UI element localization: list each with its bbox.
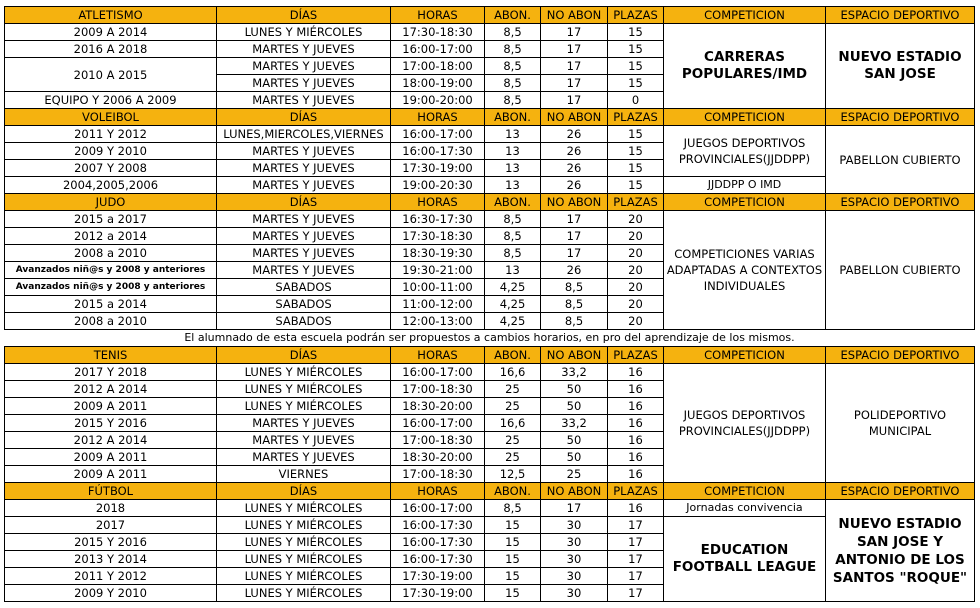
hours-cell: 18:30-19:30 [391,245,485,262]
abon-header: ABON. [485,7,541,24]
no-abon-cell: 33,2 [541,415,608,432]
plazas-header: PLAZAS [608,7,664,24]
note-row [5,330,975,347]
no-abon-header: NO ABON [541,7,608,24]
no-abon-cell: 25 [541,466,608,483]
days-cell: MARTES Y JUEVES [217,41,391,58]
days-header: DÍAS [217,347,391,364]
days-cell: LUNES Y MIÉRCOLES [217,534,391,551]
year-cell: 2010 A 2015 [5,58,217,92]
sport-header: VOLEIBOL [5,109,217,126]
hours-cell: 18:00-19:00 [391,75,485,92]
no-abon-cell: 30 [541,585,608,602]
hours-header: HORAS [391,194,485,211]
abon-cell: 13 [485,262,541,279]
no-abon-header: NO ABON [541,483,608,500]
abon-cell: 15 [485,568,541,585]
days-header: DÍAS [217,7,391,24]
hours-cell: 17:00-18:30 [391,466,485,483]
table-row [5,211,975,228]
days-cell: LUNES Y MIÉRCOLES [217,551,391,568]
no-abon-cell: 26 [541,126,608,143]
plazas-cell: 16 [608,449,664,466]
no-abon-cell: 30 [541,534,608,551]
hours-cell: 16:00-17:00 [391,41,485,58]
competicion-header: COMPETICION [664,7,826,24]
days-cell: MARTES Y JUEVES [217,177,391,194]
espacio-cell: NUEVO ESTADIO SAN JOSE [826,24,975,109]
days-cell: LUNES Y MIÉRCOLES [217,381,391,398]
year-cell: 2009 A 2011 [5,398,217,415]
plazas-cell: 15 [608,24,664,41]
table-row [5,500,975,517]
hours-cell: 16:00-17:00 [391,500,485,517]
competicion-cell: EDUCATION FOOTBALL LEAGUE [664,517,826,602]
hours-cell: 16:00-17:30 [391,517,485,534]
espacio-header: ESPACIO DEPORTIVO [826,7,975,24]
judo-header-row [5,194,975,211]
days-cell: LUNES Y MIÉRCOLES [217,517,391,534]
competicion-header: COMPETICION [664,109,826,126]
days-cell: LUNES Y MIÉRCOLES [217,500,391,517]
hours-cell: 17:30-19:00 [391,160,485,177]
no-abon-cell: 17 [541,92,608,109]
days-cell: MARTES Y JUEVES [217,228,391,245]
year-cell: 2008 a 2010 [5,245,217,262]
plazas-cell: 0 [608,92,664,109]
year-cell: 2009 Y 2010 [5,585,217,602]
hours-cell: 17:30-19:00 [391,568,485,585]
no-abon-cell: 17 [541,500,608,517]
plazas-cell: 15 [608,41,664,58]
abon-header: ABON. [485,483,541,500]
abon-cell: 8,5 [485,211,541,228]
year-cell: 2015 Y 2016 [5,534,217,551]
plazas-cell: 20 [608,211,664,228]
plazas-cell: 15 [608,143,664,160]
abon-cell: 4,25 [485,279,541,296]
no-abon-header: NO ABON [541,347,608,364]
days-cell: LUNES Y MIÉRCOLES [217,398,391,415]
days-cell: LUNES Y MIÉRCOLES [217,585,391,602]
days-cell: MARTES Y JUEVES [217,58,391,75]
year-cell: 2008 a 2010 [5,313,217,330]
days-cell: LUNES Y MIÉRCOLES [217,364,391,381]
hours-cell: 16:00-17:00 [391,415,485,432]
days-cell: SABADOS [217,296,391,313]
abon-cell: 13 [485,160,541,177]
year-cell: 2018 [5,500,217,517]
year-cell: 2009 A 2011 [5,449,217,466]
no-abon-cell: 26 [541,177,608,194]
hours-cell: 16:30-17:30 [391,211,485,228]
competicion-cell: CARRERAS POPULARES/IMD [664,24,826,109]
sport-header: TENIS [5,347,217,364]
atletismo-header-row [5,7,975,24]
abon-cell: 13 [485,177,541,194]
year-cell: 2015 a 2014 [5,296,217,313]
schedule-note: El alumnado de esta escuela podrán ser propuestos a cambios horarios, en pro del aprendizaje de los mismos. [5,330,975,347]
hours-cell: 11:00-12:00 [391,296,485,313]
plazas-cell: 16 [608,364,664,381]
plazas-cell: 15 [608,58,664,75]
espacio-header: ESPACIO DEPORTIVO [826,483,975,500]
year-cell: 2012 a 2014 [5,228,217,245]
days-cell: MARTES Y JUEVES [217,432,391,449]
table-row [5,126,975,143]
abon-cell: 4,25 [485,313,541,330]
competicion-cell: JUEGOS DEPORTIVOS PROVINCIALES(JJDDPP) [664,364,826,483]
hours-cell: 16:00-17:30 [391,551,485,568]
hours-header: HORAS [391,7,485,24]
days-header: DÍAS [217,109,391,126]
plazas-cell: 16 [608,466,664,483]
days-cell: MARTES Y JUEVES [217,262,391,279]
plazas-cell: 17 [608,534,664,551]
espacio-cell: PABELLON CUBIERTO [826,211,975,330]
espacio-header: ESPACIO DEPORTIVO [826,347,975,364]
espacio-cell: NUEVO ESTADIO SAN JOSE Y ANTONIO DE LOS SANTOS "ROQUE" [826,500,975,602]
days-cell: MARTES Y JUEVES [217,160,391,177]
plazas-header: PLAZAS [608,483,664,500]
year-cell: 2009 A 2014 [5,24,217,41]
schedule-table [4,6,975,602]
abon-cell: 25 [485,449,541,466]
abon-cell: 25 [485,398,541,415]
hours-cell: 16:00-17:30 [391,143,485,160]
days-cell: MARTES Y JUEVES [217,92,391,109]
schedule-sheet [4,6,974,602]
abon-cell: 8,5 [485,228,541,245]
competicion-header: COMPETICION [664,347,826,364]
plazas-cell: 16 [608,500,664,517]
no-abon-cell: 26 [541,160,608,177]
plazas-cell: 16 [608,398,664,415]
hours-cell: 16:00-17:00 [391,126,485,143]
year-cell: 2016 A 2018 [5,41,217,58]
abon-cell: 15 [485,551,541,568]
competicion-header: COMPETICION [664,483,826,500]
plazas-cell: 15 [608,126,664,143]
no-abon-cell: 8,5 [541,279,608,296]
no-abon-cell: 17 [541,245,608,262]
hours-cell: 10:00-11:00 [391,279,485,296]
plazas-cell: 16 [608,381,664,398]
plazas-cell: 20 [608,262,664,279]
year-cell: 2012 A 2014 [5,381,217,398]
abon-cell: 8,5 [485,75,541,92]
plazas-cell: 15 [608,75,664,92]
hours-cell: 18:30-20:00 [391,398,485,415]
sport-header: JUDO [5,194,217,211]
year-cell: Avanzados niñ@s y 2008 y anteriores [5,279,217,296]
plazas-cell: 17 [608,551,664,568]
abon-cell: 8,5 [485,24,541,41]
days-cell: MARTES Y JUEVES [217,415,391,432]
espacio-header: ESPACIO DEPORTIVO [826,109,975,126]
abon-header: ABON. [485,109,541,126]
year-cell: 2017 Y 2018 [5,364,217,381]
plazas-cell: 17 [608,585,664,602]
no-abon-cell: 50 [541,398,608,415]
plazas-cell: 20 [608,228,664,245]
futbol-header-row [5,483,975,500]
days-cell: LUNES,MIERCOLES,VIERNES [217,126,391,143]
abon-cell: 25 [485,432,541,449]
plazas-cell: 20 [608,313,664,330]
hours-cell: 17:30-18:30 [391,228,485,245]
no-abon-cell: 30 [541,568,608,585]
competicion-cell: COMPETICIONES VARIAS ADAPTADAS A CONTEXTOS INDIVIDUALES [664,211,826,330]
plazas-cell: 20 [608,279,664,296]
espacio-header: ESPACIO DEPORTIVO [826,194,975,211]
days-header: DÍAS [217,194,391,211]
hours-cell: 16:00-17:00 [391,364,485,381]
competicion-header: COMPETICION [664,194,826,211]
year-cell: 2015 a 2017 [5,211,217,228]
abon-cell: 25 [485,381,541,398]
days-header: DÍAS [217,483,391,500]
no-abon-cell: 17 [541,75,608,92]
plazas-cell: 17 [608,517,664,534]
plazas-cell: 17 [608,568,664,585]
no-abon-cell: 50 [541,449,608,466]
days-cell: MARTES Y JUEVES [217,245,391,262]
days-cell: VIERNES [217,466,391,483]
days-cell: MARTES Y JUEVES [217,143,391,160]
hours-cell: 17:30-19:00 [391,585,485,602]
abon-cell: 15 [485,534,541,551]
abon-header: ABON. [485,347,541,364]
plazas-cell: 16 [608,432,664,449]
abon-cell: 15 [485,517,541,534]
espacio-cell: POLIDEPORTIVO MUNICIPAL [826,364,975,483]
competicion-extra-cell: JJDDPP O IMD [664,177,826,194]
year-cell: 2011 Y 2012 [5,568,217,585]
abon-cell: 12,5 [485,466,541,483]
no-abon-cell: 8,5 [541,296,608,313]
plazas-cell: 15 [608,177,664,194]
no-abon-cell: 30 [541,517,608,534]
table-row [5,24,975,41]
abon-cell: 8,5 [485,58,541,75]
hours-cell: 17:00-18:30 [391,432,485,449]
abon-cell: 16,6 [485,415,541,432]
no-abon-cell: 8,5 [541,313,608,330]
hours-cell: 19:00-20:00 [391,92,485,109]
competicion-first-cell: Jornadas convivencia [664,500,826,517]
hours-cell: 17:00-18:00 [391,58,485,75]
no-abon-cell: 26 [541,143,608,160]
year-cell: 2015 Y 2016 [5,415,217,432]
abon-cell: 8,5 [485,92,541,109]
voleibol-header-row [5,109,975,126]
year-cell: 2017 [5,517,217,534]
days-cell: SABADOS [217,313,391,330]
plazas-cell: 20 [608,245,664,262]
abon-cell: 13 [485,143,541,160]
plazas-header: PLAZAS [608,194,664,211]
no-abon-cell: 50 [541,381,608,398]
no-abon-cell: 33,2 [541,364,608,381]
sport-header: FÚTBOL [5,483,217,500]
year-cell: 2012 A 2014 [5,432,217,449]
hours-header: HORAS [391,347,485,364]
hours-cell: 19:30-21:00 [391,262,485,279]
abon-cell: 4,25 [485,296,541,313]
plazas-cell: 15 [608,160,664,177]
hours-header: HORAS [391,109,485,126]
year-cell: 2009 A 2011 [5,466,217,483]
espacio-cell: PABELLON CUBIERTO [826,126,975,194]
plazas-header: PLAZAS [608,347,664,364]
competicion-cell: JUEGOS DEPORTIVOS PROVINCIALES(JJDDPP) [664,126,826,177]
days-cell: MARTES Y JUEVES [217,449,391,466]
table-row [5,364,975,381]
abon-header: ABON. [485,194,541,211]
hours-cell: 17:00-18:30 [391,381,485,398]
days-cell: LUNES Y MIÉRCOLES [217,24,391,41]
year-cell: 2009 Y 2010 [5,143,217,160]
year-cell: EQUIPO Y 2006 A 2009 [5,92,217,109]
plazas-cell: 20 [608,296,664,313]
abon-cell: 13 [485,126,541,143]
abon-cell: 8,5 [485,41,541,58]
no-abon-header: NO ABON [541,194,608,211]
hours-cell: 16:00-17:30 [391,534,485,551]
days-cell: MARTES Y JUEVES [217,211,391,228]
year-cell: 2011 Y 2012 [5,126,217,143]
abon-cell: 8,5 [485,245,541,262]
no-abon-cell: 26 [541,262,608,279]
year-cell: 2004,2005,2006 [5,177,217,194]
year-cell: Avanzados niñ@s y 2008 y anteriores [5,262,217,279]
no-abon-cell: 30 [541,551,608,568]
days-cell: MARTES Y JUEVES [217,75,391,92]
sport-header: ATLETISMO [5,7,217,24]
no-abon-cell: 17 [541,24,608,41]
hours-cell: 12:00-13:00 [391,313,485,330]
days-cell: LUNES Y MIÉRCOLES [217,568,391,585]
no-abon-cell: 17 [541,41,608,58]
no-abon-cell: 17 [541,228,608,245]
year-cell: 2007 Y 2008 [5,160,217,177]
plazas-cell: 16 [608,415,664,432]
year-cell: 2013 Y 2014 [5,551,217,568]
days-cell: SABADOS [217,279,391,296]
hours-cell: 18:30-20:00 [391,449,485,466]
no-abon-cell: 50 [541,432,608,449]
abon-cell: 15 [485,585,541,602]
abon-cell: 8,5 [485,500,541,517]
no-abon-cell: 17 [541,58,608,75]
hours-cell: 19:00-20:30 [391,177,485,194]
plazas-header: PLAZAS [608,109,664,126]
no-abon-header: NO ABON [541,109,608,126]
no-abon-cell: 17 [541,211,608,228]
hours-cell: 17:30-18:30 [391,24,485,41]
tenis-header-row [5,347,975,364]
hours-header: HORAS [391,483,485,500]
abon-cell: 16,6 [485,364,541,381]
